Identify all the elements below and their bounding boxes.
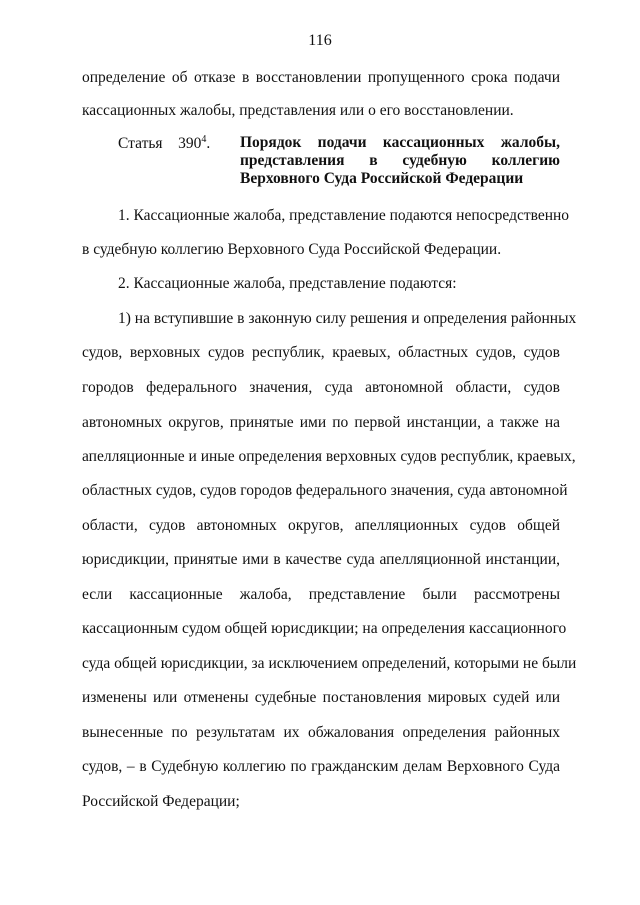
intro-line-2: кассационных жалобы, представления или о его восстановлении. [82, 102, 514, 119]
intro-line-1: определение об отказе в восстановлении пропущенного срока подачи [82, 69, 560, 86]
subparagraph-line-7: области, судов автономных округов, апелляционных судов общей [82, 517, 560, 534]
article-heading [118, 134, 560, 194]
subparagraph-line-10: кассационным судом общей юрисдикции; на определения кассационного [82, 620, 567, 637]
paragraph-1-line-1: 1. Кассационные жалоба, представление подаются непосредственно [118, 207, 570, 224]
subparagraph-line-14: судов, – в Судебную коллегию по гражданским делам Верховного Суда [82, 758, 560, 775]
article-label: Статья [118, 135, 163, 152]
subparagraph-line-5: апелляционные и иные определения верховных судов республик, краевых, [82, 448, 576, 465]
subparagraph-line-8: юрисдикции, принятые ими в качестве суда апелляционной инстанции, [82, 551, 560, 568]
subparagraph-line-15: Российской Федерации; [82, 793, 240, 810]
page-number: 116 [308, 32, 332, 49]
article-dot: . [206, 135, 211, 152]
article-title [240, 134, 560, 188]
subparagraph-line-11: суда общей юрисдикции, за исключением определений, которыми не были [82, 655, 577, 672]
subparagraph-line-3: городов федерального значения, суда автономной области, судов [82, 379, 560, 396]
article-number [118, 134, 210, 154]
paragraph-2-line-1: 2. Кассационные жалоба, представление подаются: [118, 275, 457, 292]
subparagraph-line-2: судов, верховных судов республик, краевых, областных судов, судов [82, 344, 560, 361]
subparagraph-line-6: областных судов, судов городов федерального значения, суда автономной [82, 482, 568, 499]
subparagraph-line-4: автономных округов, принятые ими по первой инстанции, а также на [82, 414, 560, 431]
paragraph-1-line-2: в судебную коллегию Верховного Суда Российской Федерации. [82, 241, 502, 258]
subparagraph-line-13: вынесенные по результатам их обжалования определения районных [82, 724, 560, 741]
article-title-line-2: представления в судебную коллегию [240, 152, 560, 169]
article-superscript: 4 [201, 133, 207, 145]
subparagraph-line-9: если кассационные жалоба, представление были рассмотрены [82, 586, 560, 603]
article-title-line-1: Порядок подачи кассационных жалобы, [240, 134, 560, 151]
subparagraph-line-1: 1) на вступившие в законную силу решения и определения районных [118, 310, 577, 327]
article-title-line-3: Верховного Суда Российской Федерации [240, 170, 524, 187]
subparagraph-line-12: изменены или отменены судебные постановления мировых судей или [82, 689, 560, 706]
article-num-value: 390 [178, 135, 202, 152]
